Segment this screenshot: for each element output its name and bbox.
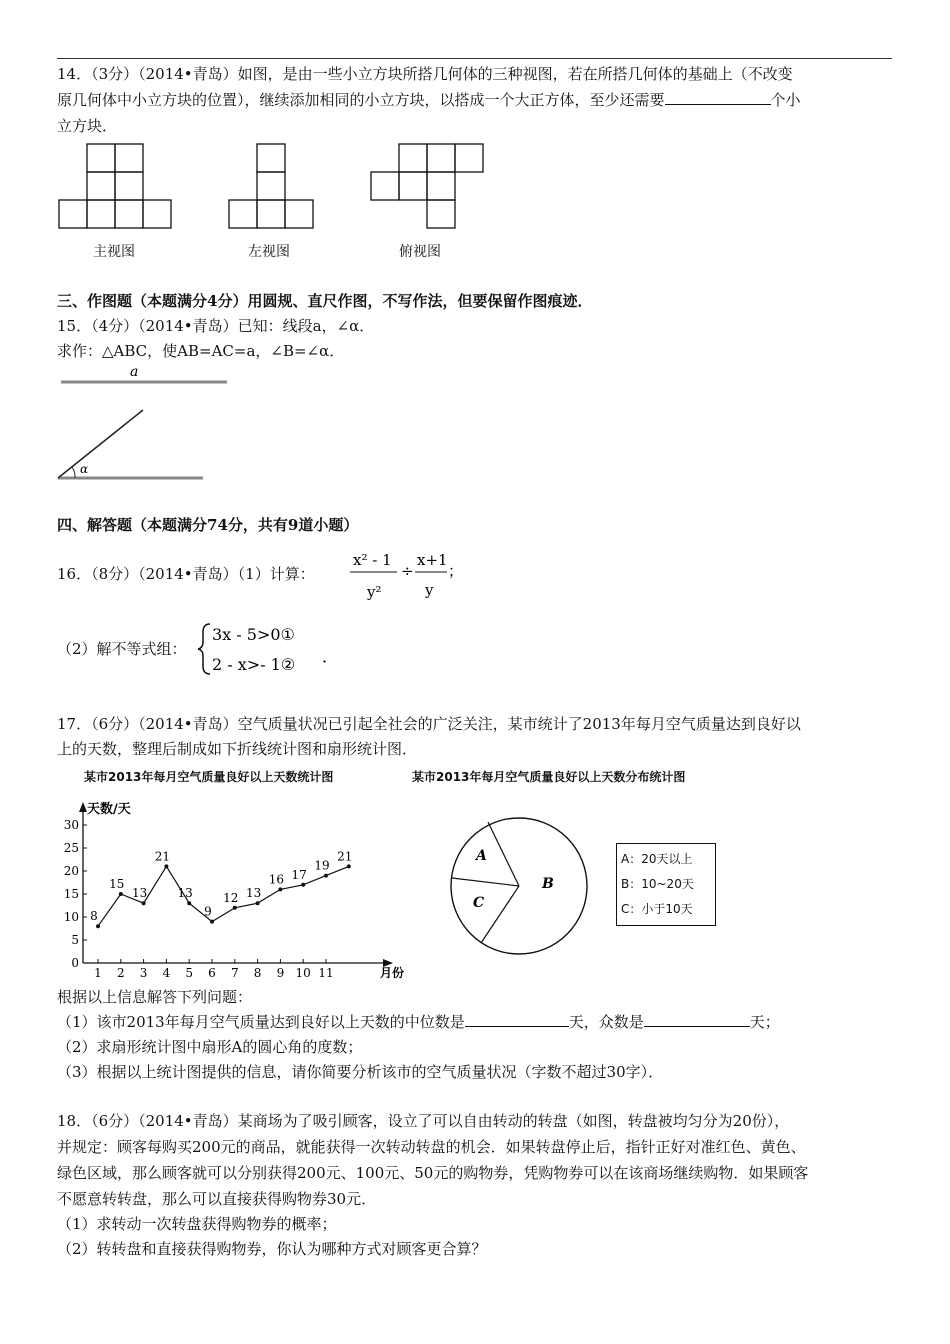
q18-line2: 并规定：顾客每购买200元的商品，就能获得一次转动转盘的机会．如果转盘停止后，指针正好对准红色、黄色、 — [57, 1138, 806, 1156]
data-point — [96, 924, 100, 928]
q14-answer-blank[interactable] — [665, 90, 771, 105]
inequality-2: 2 - x>- 1② — [212, 655, 296, 674]
pie-chart — [445, 812, 595, 962]
pie-divider-2 — [452, 878, 519, 886]
median-blank[interactable] — [465, 1012, 569, 1027]
data-point — [347, 864, 351, 868]
data-label: 13 — [177, 886, 193, 901]
front-view-caption: 主视图 — [93, 244, 135, 260]
data-label: 9 — [204, 904, 212, 919]
x-tick-label: 9 — [276, 966, 285, 980]
mode-blank[interactable] — [644, 1012, 750, 1027]
q17-sub1: （1）该市2013年每月空气质量达到良好以上天数的中位数是 天，众数是 天； — [57, 1013, 780, 1031]
pie-divider-1 — [488, 822, 519, 886]
segment-a-label: a — [130, 364, 139, 380]
data-point — [233, 906, 237, 910]
q15-line1: 15．（4分）（2014•青岛）已知：线段a，∠α． — [57, 317, 375, 335]
data-label: 16 — [268, 872, 285, 887]
pie-chart-title: 某市2013年每月空气质量良好以上天数分布统计图 — [412, 770, 686, 784]
frac2-denominator: y — [425, 581, 434, 599]
top-rule — [57, 58, 892, 59]
q18-line1: 18．（6分）（2014•青岛）某商场为了吸引顾客，设立了可以自由转动的转盘（如图，转盘被均匀分为20份）， — [57, 1112, 790, 1130]
data-point — [119, 892, 123, 896]
q16-part2-prefix: （2）解不等式组： — [57, 640, 187, 658]
q18-sub2: （2）转转盘和直接获得购物券，你认为哪种方式对顾客更合算？ — [57, 1240, 487, 1258]
q17-sub2: （2）求扇形统计图中扇形A的圆心角的度数； — [57, 1038, 363, 1056]
section4-heading: 四、解答题（本题满分74分，共有9道小题） — [57, 516, 359, 534]
y-tick-label: 30 — [63, 818, 79, 832]
pie-label-b: B — [542, 876, 554, 892]
x-tick-label: 1 — [94, 966, 102, 980]
pie-label-c: C — [473, 895, 485, 911]
data-label: 12 — [223, 890, 239, 905]
y-tick-label: 0 — [71, 956, 79, 970]
section3-heading: 三、作图题（本题满分4分）用圆规、直尺作图，不写作法，但要保留作图痕迹． — [57, 292, 593, 310]
data-point — [301, 883, 305, 887]
q17-line1: 17．（6分）（2014•青岛）空气质量状况已引起全社会的广泛关注，某市统计了2013年每月空气质量达到良好以 — [57, 715, 801, 733]
y-tick-label: 5 — [71, 933, 79, 947]
x-tick-label: 3 — [139, 966, 148, 980]
q15-given-figure — [55, 362, 245, 487]
y-tick-label: 25 — [63, 841, 79, 855]
y-axis-label: 天数/天 — [87, 802, 131, 817]
q14-line3: 立方块． — [57, 117, 118, 135]
data-point — [142, 901, 146, 905]
x-tick-label: 6 — [208, 966, 216, 980]
data-label: 19 — [314, 858, 330, 873]
frac1-numerator: x² - 1 — [353, 551, 392, 569]
data-point — [278, 887, 282, 891]
legend-item-b: B：10~20天 — [621, 877, 694, 891]
line-chart — [55, 795, 425, 985]
angle-alpha-label: α — [80, 462, 89, 476]
y-axis-arrow — [79, 802, 87, 812]
q18-line3: 绿色区域，那么顾客就可以分别获得200元、100元、50元的购物券，凭购物券可以在该商场继续购物．如果顾客 — [57, 1164, 809, 1182]
q16-prefix: 16．（8分）（2014•青岛）（1）计算： — [57, 565, 315, 583]
data-point — [187, 901, 191, 905]
data-label: 21 — [337, 849, 353, 864]
pie-legend — [616, 843, 716, 926]
data-point — [164, 864, 168, 868]
x-axis-label: 月份 — [380, 966, 405, 980]
data-label: 8 — [90, 909, 98, 924]
legend-item-a: A：20天以上 — [621, 852, 693, 866]
y-tick-label: 15 — [63, 887, 79, 901]
data-point — [256, 901, 260, 905]
left-view-caption: 左视图 — [248, 244, 290, 260]
q18-sub1: （1）求转动一次转盘获得购物券的概率； — [57, 1215, 337, 1233]
q17-line2: 上的天数，整理后制成如下折线统计图和扇形统计图． — [57, 740, 418, 758]
left-view — [229, 144, 313, 228]
legend-item-c: C：小于10天 — [621, 902, 693, 916]
inequality-1: 3x - 5>0① — [212, 625, 295, 644]
y-tick-label: 20 — [63, 864, 79, 878]
top-view — [371, 144, 483, 228]
q14-line1: 14．（3分）（2014•青岛）如图，是由一些小立方块所搭几何体的三种视图，若在所搭几何体的基础上（不改变 — [57, 65, 793, 83]
top-view-caption: 俯视图 — [399, 244, 441, 260]
q16-inequality-system — [198, 618, 338, 680]
frac2-numerator: x+1 — [417, 551, 448, 569]
x-tick-label: 11 — [318, 966, 334, 980]
data-point — [210, 920, 214, 924]
data-point — [324, 874, 328, 878]
pie-divider-3 — [481, 886, 519, 943]
data-label: 21 — [154, 849, 171, 864]
x-tick-label: 4 — [162, 966, 171, 980]
data-label: 13 — [245, 886, 262, 901]
angle-side-ray — [58, 410, 143, 478]
q14-line2: 原几何体中小立方块的位置），继续添加相同的小立方块，以搭成一个大正方体，至少还需要 个小 — [57, 91, 801, 109]
x-tick-label: 7 — [230, 966, 239, 980]
data-label: 13 — [131, 886, 148, 901]
x-tick-label: 8 — [253, 966, 262, 980]
frac1-denominator: y² — [367, 583, 382, 601]
q16-fraction-expression — [345, 545, 465, 603]
q17-after: 根据以上信息解答下列问题： — [57, 988, 253, 1006]
front-view — [59, 144, 171, 228]
semicolon: ； — [448, 562, 464, 580]
pie-label-a: A — [476, 848, 487, 864]
y-tick-label: 10 — [63, 910, 79, 924]
x-tick-label: 10 — [295, 966, 311, 980]
divide-sign: ÷ — [401, 562, 414, 580]
line-chart-title: 某市2013年每月空气质量良好以上天数统计图 — [84, 770, 334, 784]
x-tick-label: 5 — [185, 966, 194, 980]
q15-line2: 求作：△ABC，使AB=AC=a，∠B=∠α． — [57, 342, 345, 360]
data-label: 17 — [291, 867, 307, 882]
x-tick-label: 2 — [116, 966, 125, 980]
svg-text:．: ． — [322, 647, 338, 666]
data-label: 15 — [109, 877, 125, 891]
q17-sub3: （3）根据以上统计图提供的信息，请你简要分析该市的空气质量状况（字数不超过30字）． — [57, 1063, 664, 1081]
q18-line4: 不愿意转转盘，那么可以直接获得购物券30元． — [57, 1190, 377, 1208]
